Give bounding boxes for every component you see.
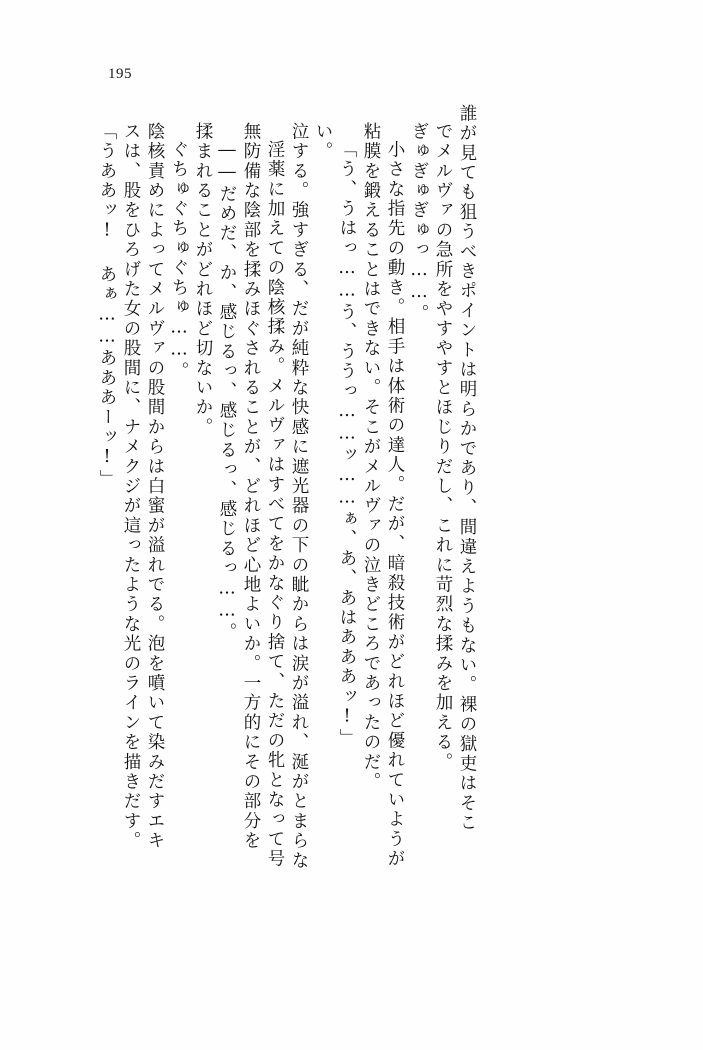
text-column: 陰核責めによってメルヴァの股間からは白蜜が溢れでる。泡を噴いて染みだすエキ — [145, 122, 165, 851]
text-column: 小さな指先の動き。相手は体術の達人。だが、暗殺技術がどれほど優れていようが — [385, 140, 405, 869]
page-number: 195 — [108, 66, 132, 82]
text-column: 「うああッ! あぁ……あああーッ!」 — [97, 122, 117, 490]
vertical-text-block — [91, 104, 651, 984]
text-column: ――だめだ、か、感じるっ、感じるっ、感じるっ……。 — [217, 140, 237, 643]
text-column: スは、股をひろげた女の股間に、ナメクジが這ったような光のラインを描きだす。 — [121, 122, 141, 851]
text-column: 無防備な陰部を揉みほぐされることが、どれほど心地よいか。一方的にその部分を — [241, 122, 261, 851]
text-column: い。 — [313, 122, 333, 162]
text-column: 誰が見ても狙うべきポイントは明らかであり、間違えようもない。裸の獄吏はそこ — [457, 104, 477, 833]
text-column: 泣する。強すぎる、だが純粋な快感に遮光器の下の眦からは涙が溢れ、涎がとまらな — [289, 122, 309, 871]
text-column: 「う、うはっ……う、ううっ……ッ……ぁ、あ、あはあああッ!」 — [337, 140, 357, 749]
text-column: ぎゅぎゅぎゅっ……。 — [409, 122, 429, 324]
text-column: ぐちゅぐちゅぐちゅ……。 — [169, 140, 189, 382]
text-column: 揉まれることがどれほど切ないか。 — [193, 122, 213, 438]
text-column: でメルヴァの急所をやすやすとほじりだし、これに苛烈な揉みを加える。 — [433, 122, 453, 773]
text-column: 粘膜を鍛えることはできない。そこがメルヴァの泣きどころであったのだ。 — [361, 122, 381, 792]
text-column: 淫薬に加えての陰核揉み。メルヴァはすべてをかなぐり捨て、ただの牝となって号 — [265, 140, 285, 869]
